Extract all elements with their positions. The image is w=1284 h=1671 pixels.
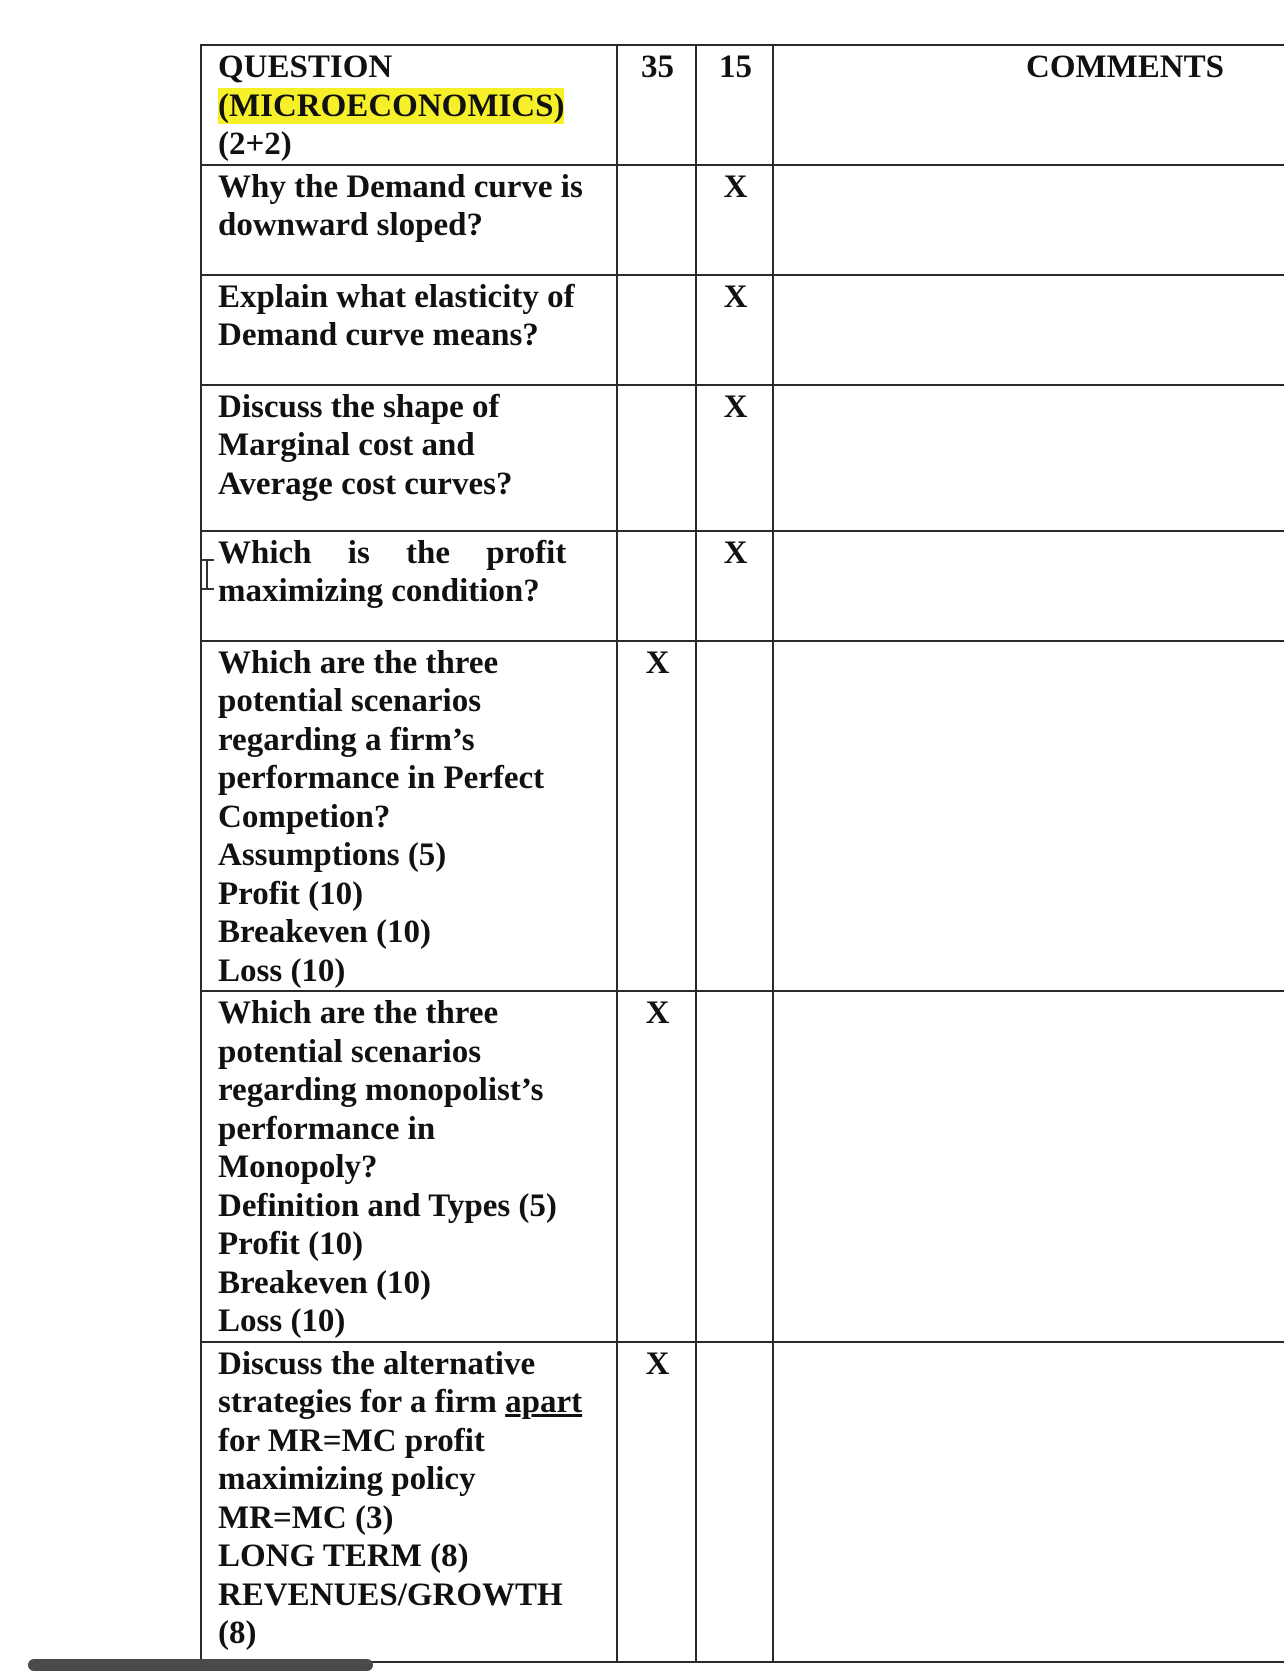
question-cell <box>201 641 617 992</box>
question-table <box>200 44 1284 1663</box>
underlined-word: apart <box>505 1384 583 1420</box>
mark-35: X <box>617 991 696 1342</box>
mark-15: X <box>696 385 773 531</box>
mark-35 <box>617 275 696 385</box>
question-line: Competion? <box>218 798 391 835</box>
mark-35: X <box>617 641 696 992</box>
col-15-header: 15 <box>696 45 773 165</box>
comments-header <box>773 45 1284 165</box>
question-line: Monopoly? <box>218 1149 378 1185</box>
question-cell <box>201 531 617 641</box>
question-line: Loss (10) <box>218 952 346 989</box>
table-row <box>201 531 1284 641</box>
question-header-cell <box>201 45 617 165</box>
mark-15: X <box>696 275 773 385</box>
mark-35 <box>617 385 696 531</box>
microeconomics-highlight: (MICROECONOMICS) <box>218 87 565 124</box>
question-line: Breakeven (10) <box>218 1264 431 1301</box>
comment-cell[interactable] <box>773 385 1284 531</box>
table-row <box>201 165 1284 275</box>
question-line: LONG TERM (8) <box>218 1538 469 1574</box>
question-line: performance in Perfect <box>218 760 545 796</box>
mark-35 <box>617 531 696 641</box>
question-line: potential scenarios <box>218 1033 482 1070</box>
question-line: Which are the three <box>218 995 499 1031</box>
comment-cell[interactable] <box>773 531 1284 641</box>
table-row <box>201 385 1284 531</box>
question-line: Profit (10) <box>218 875 364 912</box>
mark-35 <box>617 165 696 275</box>
question-line: Discuss the alternative <box>218 1345 536 1382</box>
table-row <box>201 275 1284 385</box>
question-line: regarding monopolist’s <box>218 1072 544 1108</box>
question-line: Which are the three <box>218 644 499 681</box>
question-line: Loss (10) <box>218 1303 346 1339</box>
table-row <box>201 991 1284 1342</box>
mark-15: X <box>696 165 773 275</box>
question-header-points: (2+2) <box>218 126 292 162</box>
table-row <box>201 641 1284 992</box>
question-line: Profit (10) <box>218 1226 364 1262</box>
question-line: regarding a firm’s <box>218 721 475 758</box>
mark-35: X <box>617 1342 696 1662</box>
comment-cell[interactable] <box>773 991 1284 1342</box>
comment-cell[interactable] <box>773 1342 1284 1662</box>
question-line: Why the Demand curve is <box>218 168 583 205</box>
mark-15: X <box>696 531 773 641</box>
question-line: REVENUES/GROWTH <box>218 1576 563 1613</box>
question-header-title: QUESTION <box>218 49 393 85</box>
mark-15 <box>696 991 773 1342</box>
question-line: performance in <box>218 1110 436 1147</box>
question-line: Marginal cost and <box>218 427 475 463</box>
question-line: (8) <box>218 1615 257 1651</box>
question-cell <box>201 1342 617 1662</box>
header-row <box>201 45 1284 165</box>
comments-header-label: COMMENTS <box>1026 49 1224 85</box>
mark-15 <box>696 641 773 992</box>
question-cell <box>201 991 617 1342</box>
question-line: maximizing policy <box>218 1461 476 1497</box>
question-line: Demand curve means? <box>218 317 539 353</box>
question-line: Breakeven (10) <box>218 914 431 950</box>
comment-cell[interactable] <box>773 275 1284 385</box>
table-row <box>201 1342 1284 1662</box>
question-line: strategies for a firm apart <box>218 1384 583 1420</box>
question-cell <box>201 275 617 385</box>
question-line: for MR=MC profit <box>218 1422 485 1459</box>
mark-15 <box>696 1342 773 1662</box>
text-cursor-icon <box>206 559 216 590</box>
question-cell <box>201 165 617 275</box>
question-line: Discuss the shape of <box>218 388 500 425</box>
question-line: potential scenarios <box>218 683 482 719</box>
col-35-header: 35 <box>617 45 696 165</box>
comment-cell[interactable] <box>773 641 1284 992</box>
question-line: MR=MC (3) <box>218 1499 394 1536</box>
question-line: Which is the profit <box>218 534 567 571</box>
question-line: Assumptions (5) <box>218 837 447 873</box>
comment-cell[interactable] <box>773 165 1284 275</box>
question-line: Average cost curves? <box>218 465 513 502</box>
horizontal-scrollbar[interactable] <box>28 1659 373 1671</box>
question-line: Explain what elasticity of <box>218 278 575 315</box>
question-line: maximizing condition? <box>218 573 540 609</box>
question-line: downward sloped? <box>218 207 483 243</box>
question-line: Definition and Types (5) <box>218 1187 557 1224</box>
question-cell <box>201 385 617 531</box>
